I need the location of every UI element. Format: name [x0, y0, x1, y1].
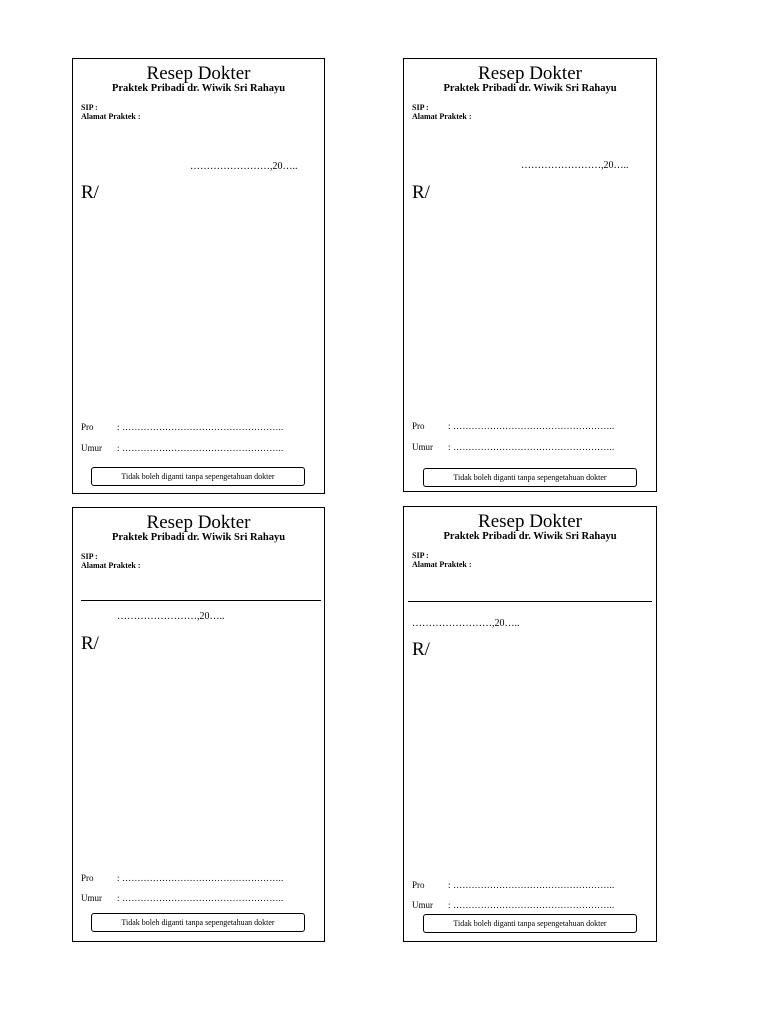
sip-label: SIP :	[81, 552, 98, 561]
footer-note: Tidak boleh diganti tanpa sepengetahuan dokter	[121, 472, 275, 481]
sip-label: SIP :	[412, 551, 429, 560]
date-line: ……………………,20…..	[190, 161, 298, 172]
patient-label: Pro	[412, 421, 425, 431]
patient-label: Pro	[412, 880, 425, 890]
footer-note: Tidak boleh diganti tanpa sepengetahuan dokter	[121, 918, 275, 927]
card-title: Resep Dokter	[146, 512, 251, 533]
divider-line	[81, 600, 321, 601]
age-label: Umur	[412, 900, 433, 910]
sip-label: SIP :	[81, 103, 98, 112]
clinic-name: Praktek Pribadi dr. Wiwik Sri Rahayu	[111, 83, 286, 94]
clinic-name: Praktek Pribadi dr. Wiwik Sri Rahayu	[443, 83, 617, 94]
age-label: Umur	[81, 893, 102, 903]
clinic-name: Praktek Pribadi dr. Wiwik Sri Rahayu	[443, 531, 617, 542]
patient-label: Pro	[81, 873, 94, 883]
clinic-name: Praktek Pribadi dr. Wiwik Sri Rahayu	[111, 532, 286, 543]
prescription-card-3	[72, 507, 325, 942]
age-label: Umur	[412, 442, 433, 452]
card-title: Resep Dokter	[146, 63, 251, 84]
date-line: ……………………,20…..	[412, 618, 520, 629]
footer-note-box	[91, 913, 305, 932]
date-line: ……………………,20…..	[521, 160, 629, 171]
age-label: Umur	[81, 443, 102, 453]
patient-field: : ……………………………………………..	[117, 873, 284, 883]
address-label: Alamat Praktek :	[412, 560, 472, 569]
sip-label: SIP :	[412, 103, 429, 112]
card-title: Resep Dokter	[478, 511, 582, 532]
date-line: ……………………,20…..	[117, 611, 225, 622]
patient-field: : ……………………………………………..	[448, 421, 615, 431]
patient-field: : ……………………………………………..	[448, 880, 615, 890]
age-field: : ……………………………………………..	[117, 893, 284, 903]
footer-note: Tidak boleh diganti tanpa sepengetahuan dokter	[453, 919, 607, 928]
footer-note-box	[423, 468, 637, 487]
prescription-card-2	[403, 58, 657, 492]
age-field: : ……………………………………………..	[448, 442, 615, 452]
age-field: : ……………………………………………..	[117, 443, 284, 453]
address-label: Alamat Praktek :	[81, 561, 141, 570]
card-title: Resep Dokter	[478, 63, 582, 84]
footer-note: Tidak boleh diganti tanpa sepengetahuan dokter	[453, 473, 607, 482]
footer-note-box	[423, 914, 637, 933]
rx-symbol: R/	[81, 633, 99, 654]
prescription-card-4	[403, 506, 657, 942]
address-label: Alamat Praktek :	[412, 112, 472, 121]
address-label: Alamat Praktek :	[81, 112, 141, 121]
patient-label: Pro	[81, 422, 94, 432]
rx-symbol: R/	[412, 639, 430, 660]
age-field: : ……………………………………………..	[448, 900, 615, 910]
footer-note-box	[91, 467, 305, 486]
rx-symbol: R/	[81, 182, 99, 203]
prescription-card-1	[72, 58, 325, 494]
divider-line	[408, 601, 652, 602]
patient-field: : ……………………………………………..	[117, 422, 284, 432]
rx-symbol: R/	[412, 182, 430, 203]
